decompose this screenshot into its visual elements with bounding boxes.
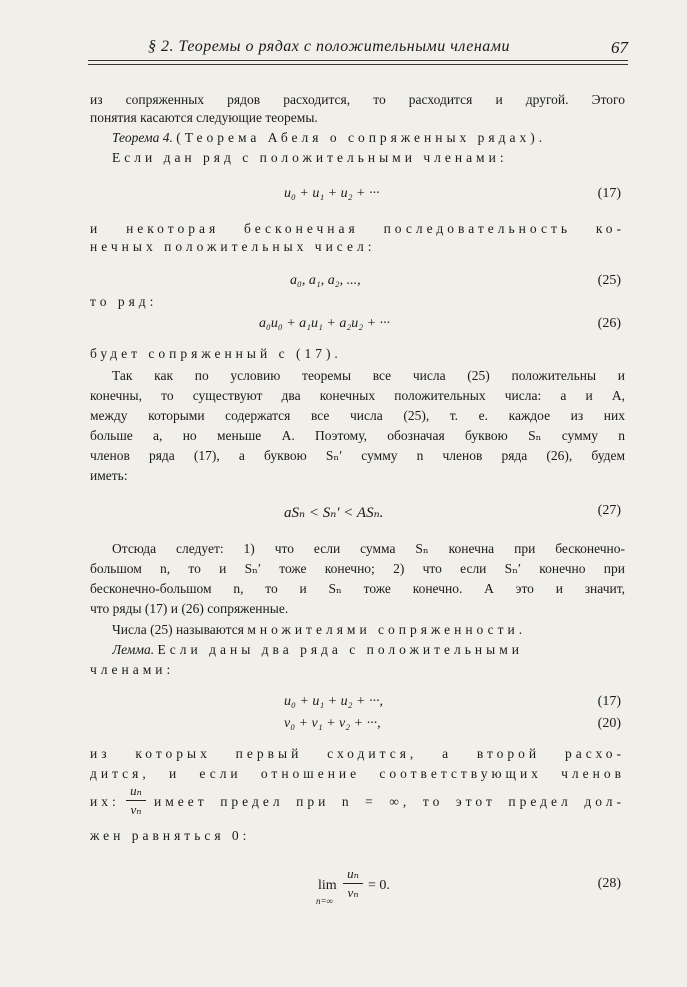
lemma-heading [112, 642, 625, 658]
text-line: большом n, то и Sₙ′ тоже конечно; 2) что если Sₙ′ конечно при [90, 561, 625, 576]
limit-subscript: n=∞ [316, 896, 333, 906]
fraction-denominator: vₙ [347, 885, 359, 900]
text-line: Отсюда следует: 1) что если сумма Sₙ конечна при бесконечно- [112, 541, 625, 556]
text-line: и некоторая бесконечная последовательность ко- [90, 221, 625, 236]
text-line: нечных положительных чисел: [90, 239, 376, 254]
formula-27: aSₙ < Sₙ′ < ASₙ. [284, 505, 384, 521]
equation-number: (28) [597, 876, 621, 891]
text-line: дится, и если отношение соответствующих членов [90, 766, 625, 781]
text-line: из которых первый сходится, а второй расхо- [90, 746, 625, 761]
fraction-denominator: vₙ [130, 802, 142, 817]
fraction-bar [343, 883, 363, 884]
equation-number: (25) [597, 273, 621, 288]
formula-17: u₀ + u₁ + u₂ + ··· [284, 186, 380, 201]
header-rule-thin [88, 64, 628, 65]
text-line: Если дан ряд с положительными членами: [112, 150, 508, 165]
text-line: конечны, то существуют два конечных положительных числа: a и A, [90, 388, 625, 403]
equation-number: (17) [597, 186, 621, 201]
formula-26: a₀u₀ + a₁u₁ + a₂u₂ + ··· [259, 316, 391, 331]
header-title: § 2. Теоремы о рядах с положительными членами [148, 38, 510, 55]
equation-number: (17) [597, 694, 621, 709]
text-line: больше a, но меньше A. Поэтому, обозначая буквою Sₙ сумму n [90, 428, 625, 443]
theorem-label: Теорема 4. [112, 130, 173, 145]
text-line: между которыми содержатся все числа (25), т. е. каждое из них [90, 408, 625, 423]
text-line: понятия касаются следующие теоремы. [90, 110, 318, 125]
text-line: что ряды (17) и (26) сопряженные. [90, 601, 289, 616]
limit-fraction [343, 866, 363, 901]
text-line: то ряд: [90, 294, 158, 309]
text-line: членов ряда (17), а буквою Sₙ′ сумму n членов ряда (26), будем [90, 448, 625, 463]
equation-number: (27) [597, 503, 621, 518]
term-emphasis: множителями сопряженности. [247, 622, 527, 637]
text-line: членами: [90, 662, 175, 677]
text-line: жен равняться 0: [90, 828, 251, 843]
equation-number: (26) [597, 316, 621, 331]
page-number: 67 [611, 38, 628, 57]
fraction-bar [126, 800, 146, 801]
equation-number: (20) [597, 716, 621, 731]
fraction-numerator: uₙ [347, 866, 359, 881]
text-line: их: [90, 794, 120, 809]
fraction-numerator: uₙ [130, 783, 142, 798]
formula-20: v₀ + v₁ + v₂ + ···, [284, 716, 381, 731]
theorem-title: (Теорема Абеля о сопряженных рядах). [176, 130, 547, 145]
theorem-heading [112, 130, 625, 146]
text-line: бесконечно-большом n, то и Sₙ тоже конечно. А это и значит, [90, 581, 625, 596]
text-line: имеет предел при n = ∞, то этот предел дол- [154, 794, 625, 809]
text-line: иметь: [90, 468, 128, 483]
text-line: будет сопряженный с (17). [90, 346, 342, 361]
lemma-label: Лемма. [112, 642, 155, 657]
formula-17-repeat: u₀ + u₁ + u₂ + ···, [284, 694, 383, 709]
limit-rhs: = 0. [368, 878, 390, 893]
lemma-text: Если даны два ряда с положительными [157, 642, 523, 657]
fraction-u-over-v [126, 783, 146, 818]
text-line: из сопряженных рядов расходится, то расходится и другой. Этого [90, 92, 625, 107]
header-rule [88, 60, 628, 61]
formula-25: a₀, a₁, a₂, ..., [290, 273, 361, 288]
limit-operator: lim [318, 878, 337, 893]
text-span: Числа (25) называются [112, 622, 244, 637]
running-header [88, 38, 628, 60]
text-line: Так как по условию теоремы все числа (25) положительны и [112, 368, 625, 383]
text-line [112, 622, 625, 638]
